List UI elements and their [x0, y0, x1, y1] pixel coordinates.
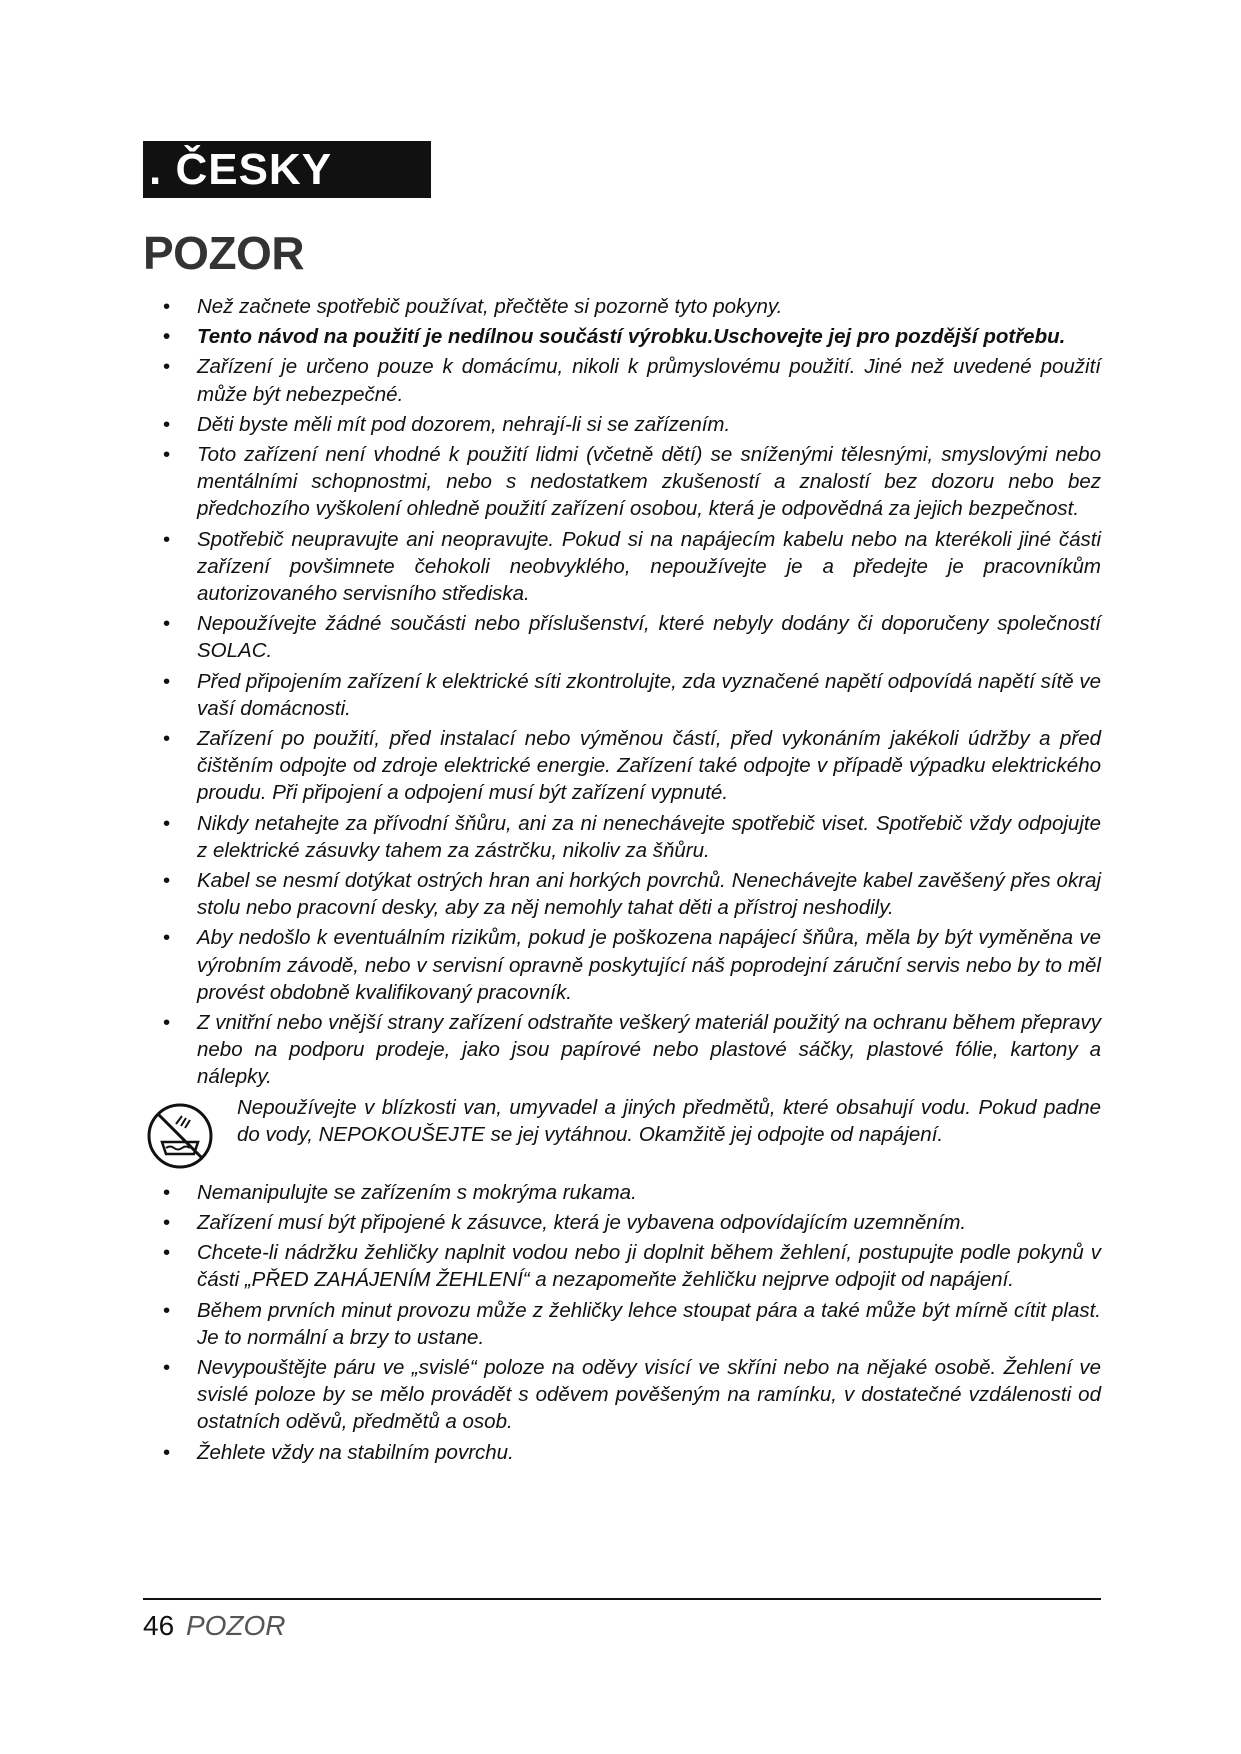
- bullet: •: [163, 1210, 171, 1234]
- icon-warning-item: [163, 1094, 1101, 1176]
- list-item: [163, 668, 1101, 722]
- item-text: Chcete-li nádržku žehličky naplnit vodou nebo ji doplnit během žehlení, postupujte podle pokynů v části „PŘED ZAHÁJENÍM ŽEHLENÍ“ a nezapomeňte žehličku nejprve odpojit od napájení.: [197, 1241, 1101, 1292]
- footer-title: POZOR: [185, 1610, 286, 1641]
- bullet: •: [163, 811, 171, 835]
- list-item: [163, 867, 1101, 921]
- bullet: •: [163, 355, 171, 379]
- list-item: [163, 1297, 1101, 1351]
- item-text: Nikdy netahejte za přívodní šňůru, ani za ni nenechávejte spotřebič viset. Spotřebič vždy odpojujte z elektrické zásuvky tahem za zástrčku, nikoliv za šňůru.: [197, 811, 1101, 862]
- list-item: [163, 441, 1101, 523]
- item-text: Děti byste měli mít pod dozorem, nehrají-li si se zařízením.: [197, 412, 731, 436]
- bullet: •: [163, 1180, 171, 1204]
- list-item: [163, 1009, 1101, 1091]
- item-text: Spotřebič neupravujte ani neopravujte. Pokud si na napájecím kabelu nebo na kterékoli jiné části zařízení povšimnete čehokoli neobvyklého, nepoužívejte je a předejte je pracovníkům autorizovaného servisního střediska.: [197, 527, 1101, 606]
- bullet: •: [163, 1011, 171, 1035]
- item-text: Aby nedošlo k eventuálním rizikům, pokud je poškozena napájecí šňůra, měla by být vyměněna ve výrobním závodě, nebo v servisní opravně poskytující náš poprodejní záruční servis nebo by to měl provést obdobně kvalifikovaný pracovník.: [197, 926, 1101, 1004]
- warning-list: [163, 293, 1101, 1469]
- item-text: Během prvních minut provozu může z žehličky lehce stoupat pára a také může být mírně cítit plast. Je to normální a brzy to ustane.: [197, 1298, 1101, 1349]
- bullet: •: [163, 669, 171, 693]
- bullet: •: [163, 443, 171, 467]
- item-text: Zařízení je určeno pouze k domácímu, nikoli k průmyslovému použití. Jiné než uvedené použití může být nebezpečné.: [197, 355, 1101, 406]
- item-text: Zařízení po použití, před instalací nebo výměnou částí, před vykonáním jakékoli údržby a před čištěním odpojte od zdroje elektrické energie. Zařízení také odpojte v případě výpadku elektrického proudu. Při připojení a odpojení musí být zařízení vypnuté.: [197, 727, 1101, 805]
- item-text: Žehlete vždy na stabilním povrchu.: [197, 1440, 514, 1464]
- bullet: •: [163, 926, 171, 950]
- bullet: •: [163, 527, 171, 551]
- bullet: •: [163, 869, 171, 893]
- list-item: [163, 353, 1101, 407]
- list-item: [163, 1239, 1101, 1293]
- bullet: •: [163, 1298, 171, 1322]
- page-heading: POZOR: [143, 227, 305, 279]
- language-banner: . ČESKY: [143, 141, 431, 198]
- bullet: •: [163, 1355, 171, 1379]
- page-number: 46: [143, 1610, 175, 1641]
- bullet: •: [163, 1241, 171, 1265]
- list-item: [163, 411, 1101, 438]
- item-text: Z vnitřní nebo vnější strany zařízení odstraňte veškerý materiál použitý na ochranu během přepravy nebo na podporu prodeje, jako jsou papírové nebo plastové sáčky, plastové fólie, kartony a nálepky.: [197, 1011, 1101, 1089]
- item-text: Než začnete spotřebič používat, přečtěte si pozorně tyto pokyny.: [197, 295, 783, 318]
- list-item: [163, 810, 1101, 864]
- item-text: Nevypouštějte páru ve „svislé“ poloze na oděvy visící ve skříni nebo na nějaké osobě. Žehlení ve svislé poloze by se mělo provádět s oděvem pověšeným na ramínku, v dostatečné vzdálenosti od ostatních oděvů, předmětů a osob.: [197, 1355, 1101, 1434]
- list-item: [163, 924, 1101, 1006]
- item-text: Toto zařízení není vhodné k použití lidmi (včetně dětí) se sníženými tělesnými, smyslovými nebo mentálními schopnostmi, nebo s nedostatkem zkušeností a znalostí bez dozoru nebo bez předchozího vyškolení ohledně použití zařízení osobou, která je odpovědná za jejich bezpečnost.: [197, 443, 1101, 521]
- footer-divider: [143, 1598, 1101, 1600]
- list-item: [163, 725, 1101, 807]
- item-text: Tento návod na použití je nedílnou součástí výrobku.Uschovejte jej pro pozdější potřebu.: [197, 325, 1066, 349]
- list-item: [163, 1354, 1101, 1436]
- no-bath-water-icon: [146, 1102, 214, 1170]
- list-item: [163, 526, 1101, 608]
- list-item: [163, 293, 1101, 320]
- page-footer: [143, 1610, 286, 1642]
- bullet: •: [163, 412, 171, 436]
- item-text: Nepoužívejte v blízkosti van, umyvadel a jiných předmětů, které obsahují vodu. Pokud padne do vody, NEPOKOUŠEJTE se jej vytáhnou. Okamžitě jej odpojte od napájení.: [237, 1095, 1101, 1146]
- list-item: [163, 1179, 1101, 1206]
- item-text: Kabel se nesmí dotýkat ostrých hran ani horkých povrchů. Nenechávejte kabel zavěšený přes okraj stolu nebo pracovní desky, aby za něj nemohly tahat děti a přístroj neshodily.: [197, 869, 1101, 920]
- item-text: Před připojením zařízení k elektrické síti zkontrolujte, zda vyznačené napětí odpovídá napětí sítě ve vaší domácnosti.: [197, 669, 1101, 720]
- bullet: •: [163, 325, 171, 349]
- bullet: •: [163, 295, 171, 318]
- bullet: •: [163, 1440, 171, 1464]
- bullet: •: [163, 727, 171, 751]
- list-item: [163, 1439, 1101, 1466]
- item-text: Zařízení musí být připojené k zásuvce, která je vybavena odpovídajícím uzemněním.: [197, 1210, 967, 1234]
- list-item: [163, 610, 1101, 664]
- item-text: Nemanipulujte se zařízením s mokrýma rukama.: [197, 1180, 637, 1204]
- list-item: [163, 1209, 1101, 1236]
- bullet: •: [163, 612, 171, 636]
- item-text: Nepoužívejte žádné součásti nebo příslušenství, které nebyly dodány či doporučeny společností SOLAC.: [197, 612, 1101, 663]
- list-item: [163, 323, 1101, 350]
